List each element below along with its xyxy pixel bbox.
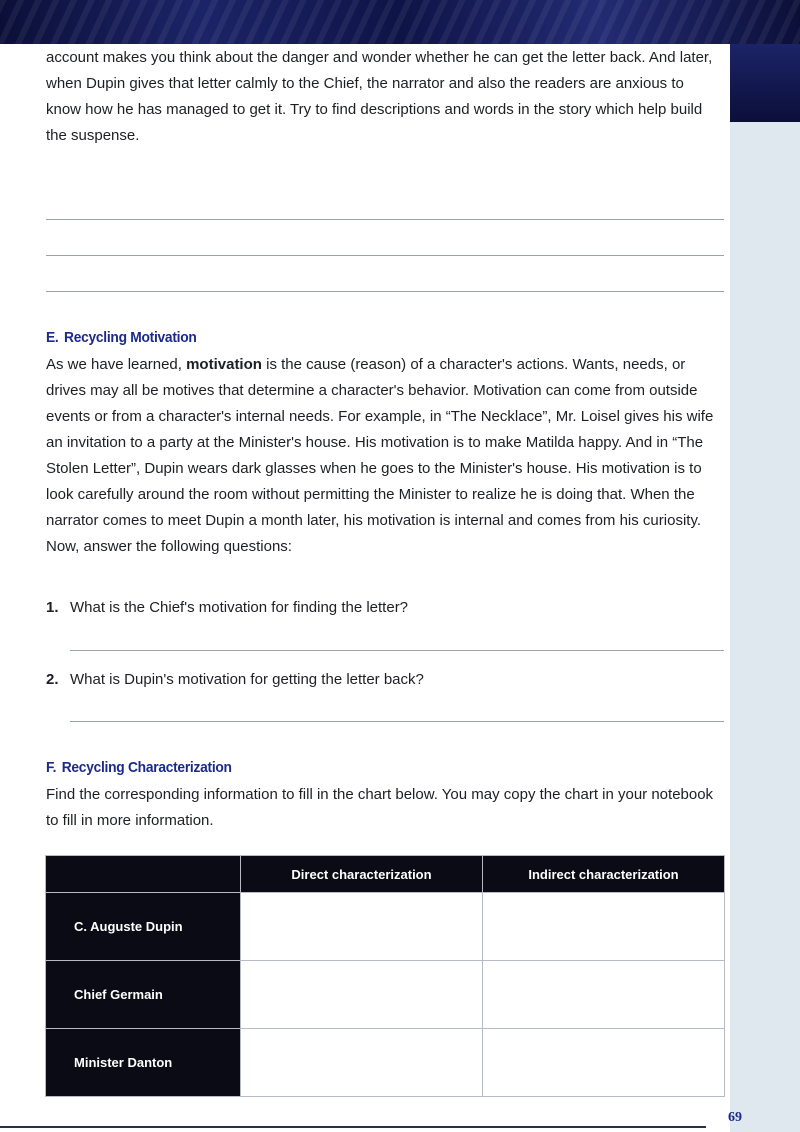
question-1-text: What is the Chief's motivation for finding the letter? <box>70 599 409 616</box>
question-2-answer-line[interactable] <box>70 721 724 722</box>
chart-cell-germain-indirect[interactable] <box>483 961 725 1029</box>
intro-paragraph: account makes you think about the danger and wonder whether he can get the letter back. And later, when Dupin gives that letter calmly to the Chief, the narrator and also the readers are anxious to know how he has managed to get it. Try to find descriptions and words in the story which help build the suspense. <box>46 49 713 144</box>
question-2-text: What is Dupin's motivation for getting the letter back? <box>70 671 424 688</box>
chart-cell-dupin-direct[interactable] <box>241 893 483 961</box>
answer-line-1[interactable] <box>46 219 724 220</box>
right-edge-tab <box>730 44 800 122</box>
chart-header-direct: Direct characterization <box>241 856 483 893</box>
chart-header-indirect: Indirect characterization <box>483 856 725 893</box>
question-2-number: 2. <box>46 671 59 688</box>
question-1-number: 1. <box>46 599 59 616</box>
chart-row-label-danton: Minister Danton <box>46 1029 241 1097</box>
section-e-title <box>46 329 197 346</box>
chart-cell-germain-direct[interactable] <box>241 961 483 1029</box>
section-f-title <box>46 759 232 776</box>
characterization-chart <box>45 855 725 1097</box>
chart-row-label-germain: Chief Germain <box>46 961 241 1029</box>
chart-cell-danton-indirect[interactable] <box>483 1029 725 1097</box>
section-e-title-text: Recycling Motivation <box>64 329 197 346</box>
section-e-letter: E. <box>46 329 59 346</box>
chart-cell-dupin-indirect[interactable] <box>483 893 725 961</box>
chart-row-danton <box>46 1029 725 1097</box>
chart-row-germain <box>46 961 725 1029</box>
question-1-answer-line[interactable] <box>70 650 724 651</box>
answer-line-2[interactable] <box>46 255 724 256</box>
section-e-body <box>46 352 726 560</box>
chart-header-row <box>46 856 725 893</box>
top-decorative-band <box>0 0 800 44</box>
footer-rule <box>0 1126 706 1128</box>
section-e-body-bold: motivation <box>186 356 262 373</box>
section-f-letter: F. <box>46 759 57 776</box>
section-f-title-text: Recycling Characterization <box>61 759 232 776</box>
chart-corner-cell <box>46 856 241 893</box>
chart-cell-danton-direct[interactable] <box>241 1029 483 1097</box>
answer-line-3[interactable] <box>46 291 724 292</box>
page-number: 69 <box>728 1110 742 1125</box>
chart-row-label-dupin: C. Auguste Dupin <box>46 893 241 961</box>
question-2 <box>46 667 424 693</box>
section-e-body-rest: is the cause (reason) of a character's actions. Wants, needs, or drives may all be motives that determine a character's behavior. Motivation can come from outside events or from a character's internal needs. For example, in “The Necklace”, Mr. Loisel gives his wife an invitation to a party at the Minister's house. His motivation is to make Matilda happy. And in “The Stolen Letter”, Dupin wears dark glasses when he goes to the Minister's house. His motivation is to look carefully around the room without permitting the Minister to realize he is doing that. When the narrator comes to meet Dupin a month later, his motivation is internal and comes from his curiosity. Now, answer the following questions: <box>46 356 714 555</box>
chart-row-dupin <box>46 893 725 961</box>
question-1 <box>46 595 408 621</box>
section-f-body: Find the corresponding information to fill in the chart below. You may copy the chart in your notebook to fill in more information. <box>46 786 714 829</box>
section-e-body-start: As we have learned, <box>46 356 187 373</box>
